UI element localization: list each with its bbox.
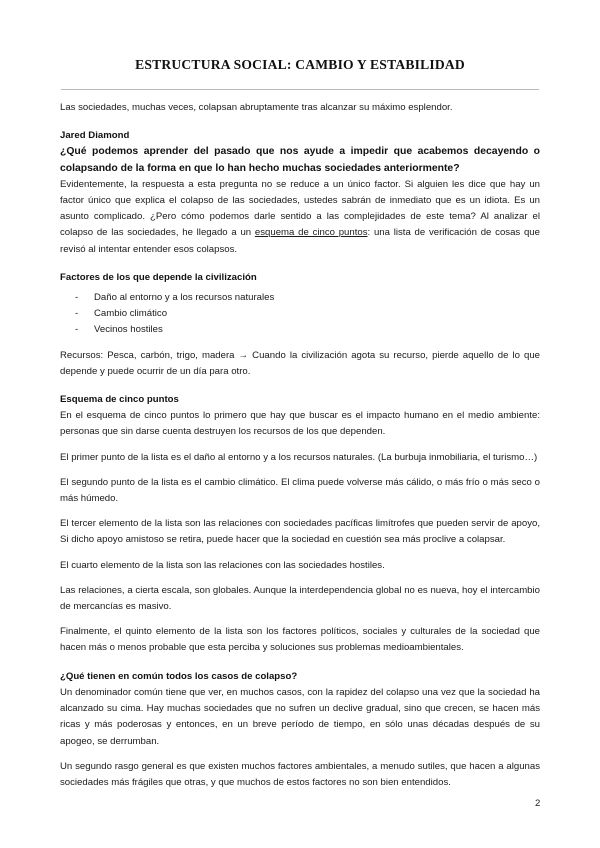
scheme-paragraph: Las relaciones, a cierta escala, son globales. Aunque la interdependencia global no es nueva, hoy el intercambio de mercancías es masivo. — [60, 584, 540, 613]
scheme-paragraph: El cuarto elemento de la lista son las relaciones con las sociedades hostiles. — [60, 559, 385, 571]
document-body — [60, 100, 540, 791]
author-heading: Jared Diamond — [60, 130, 130, 142]
page-title: ESTRUCTURA SOCIAL: CAMBIO Y ESTABILIDAD — [135, 57, 465, 72]
question-heading: ¿Qué podemos aprender del pasado que nos ayude a impedir que acabemos decayendo o colapsando de la forma en que lo han hecho muchas sociedades anteriormente? — [60, 146, 540, 174]
scheme-paragraph: Finalmente, el quinto elemento de la lista son los factores políticos, sociales y culturales de la sociedad que hacen más o menos probable que esta perciba y soluciones sus problemas medioambientales. — [60, 626, 540, 654]
scheme-paragraph: El tercer elemento de la lista son las relaciones con sociedades pacíficas limítrofes que pueden servir de apoyo, Si dicho apoyo amistoso se retira, puede hacer que la sociedad en cuestión sea más proclive a colapsar. — [60, 518, 540, 546]
scheme-paragraph: En el esquema de cinco puntos lo primero que hay que buscar es el impacto humano en el medio ambiente: personas que sin darse cuenta destruyen los recursos de los que dependen. — [60, 410, 540, 438]
list-item — [60, 322, 540, 338]
dash-bullet: - — [75, 292, 79, 304]
answer-text-start: Evidentemente, la respuesta a esta pregunta no se reduce a un único factor. Si alguien les dice que hay un factor único que explica el colapso de las sociedades, ustedes sabrán de inmediato que es un idiota. Es un asunto complicado. ¿Pero cómo podemos darle sentido a las complejidades de este tema? Al analizar el colapso de las sociedades, he llegado a un — [60, 178, 540, 239]
page-number: 2 — [535, 798, 541, 809]
scheme-link[interactable]: esquema de cinco puntos — [254, 227, 368, 239]
dash-bullet: - — [75, 308, 79, 320]
factors-heading: Factores de los que depende la civilización — [60, 271, 257, 283]
resources-paragraph: Recursos: Pesca, carbón, trigo, madera → Cuando la civilización agota su recurso, pierde aquello de lo que depende y puede ocurrir de un día para otro. — [60, 349, 540, 377]
scheme-heading: Esquema de cinco puntos — [60, 394, 179, 406]
list-item — [60, 290, 540, 306]
dash-bullet: - — [75, 324, 79, 336]
list-item — [60, 306, 540, 322]
answer-text-end: : una lista de verificación de cosas que revisó al intentar entender esos colapsos. — [60, 227, 540, 255]
answer-paragraph — [60, 177, 540, 258]
title-divider — [61, 89, 539, 90]
common-paragraph: Un denominador común tiene que ver, en muchos casos, con la rapidez del colapso una vez que la sociedad ha alcanzado su cima. Hay muchas sociedades que no sufren un declive gradual, sino que crecen, se hacen más ricas y más poderosas y entonces, en un breve período de tiempo, en sólo unas décadas después de su apogeo, se derrumban. — [60, 686, 540, 747]
common-heading: ¿Qué tienen en común todos los casos de colapso? — [60, 670, 298, 682]
list-item-label: Vecinos hostiles — [94, 324, 163, 336]
factors-list — [60, 290, 540, 339]
scheme-paragraph: El primer punto de la lista es el daño al entorno y a los recursos naturales. (La burbuja inmobiliaria, el turismo…) — [60, 451, 538, 463]
scheme-paragraph: El segundo punto de la lista es el cambio climático. El clima puede volverse más cálido, o más frío o más seco o más húmedo. — [60, 476, 540, 505]
intro-paragraph: Las sociedades, muchas veces, colapsan abruptamente tras alcanzar su máximo esplendor. — [60, 102, 453, 113]
list-item-label: Daño al entorno y a los recursos naturales — [94, 292, 275, 304]
common-paragraph: Un segundo rasgo general es que existen muchos factores ambientales, a menudo sutiles, que hacen a algunas sociedades más frágiles que otras, y que muchos de estos factores no son bien entendidos. — [60, 760, 540, 788]
list-item-label: Cambio climático — [94, 308, 168, 320]
